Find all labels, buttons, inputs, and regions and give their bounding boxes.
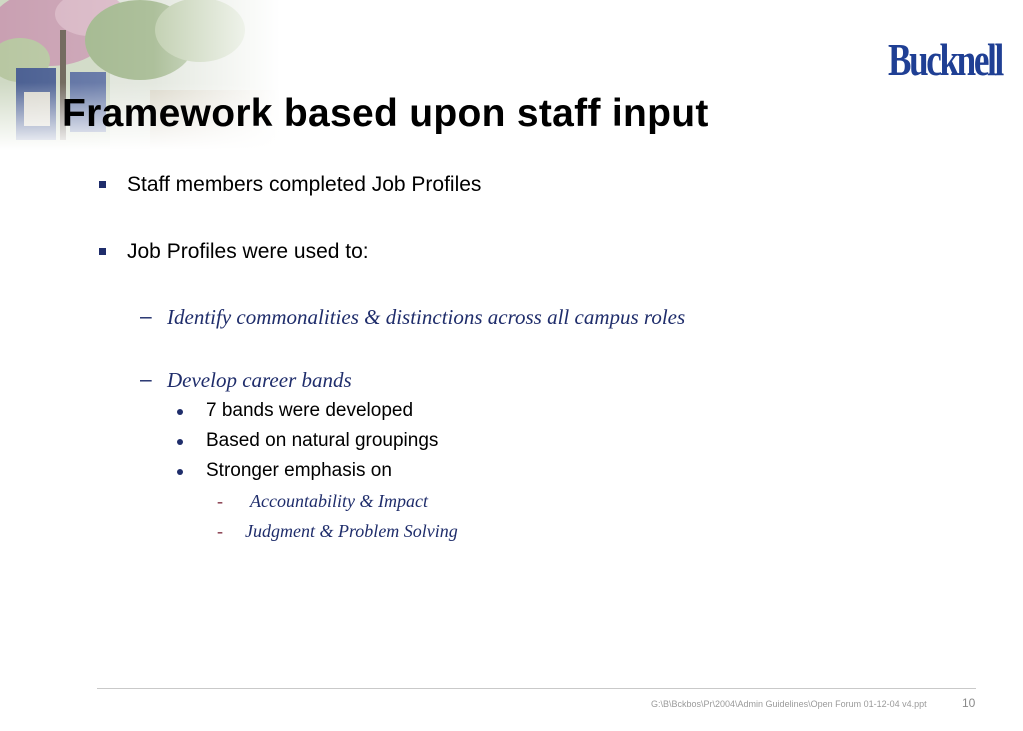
sub-sub-bullet-text: Based on natural groupings <box>206 430 439 451</box>
sub-bullet-text: Develop career bands <box>167 368 352 392</box>
round-bullet-icon <box>177 409 183 415</box>
bucknell-logo: Bucknell <box>888 35 1002 85</box>
hyphen-bullet-icon: - <box>217 491 223 511</box>
dash-bullet-icon: – <box>140 305 152 328</box>
footer-file-path: G:\B\Bckbos\Pr\2004\Admin Guidelines\Open Forum 01-12-04 v4.ppt <box>651 699 927 709</box>
slide-title: Framework based upon staff input <box>62 92 709 135</box>
emphasis-text: Judgment & Problem Solving <box>245 521 458 541</box>
sub-bullet-text: Identify commonalities & distinctions across all campus roles <box>167 305 686 329</box>
sub-sub-bullet-text: 7 bands were developed <box>206 400 414 421</box>
square-bullet-icon <box>99 248 106 255</box>
sub-sub-bullet-text: Stronger emphasis on <box>206 460 392 481</box>
page-number: 10 <box>962 696 976 710</box>
round-bullet-icon <box>177 439 183 445</box>
bullet-text: Staff members completed Job Profiles <box>127 173 482 196</box>
hyphen-bullet-icon: - <box>217 521 223 541</box>
square-bullet-icon <box>99 181 106 188</box>
footer-divider <box>97 688 976 689</box>
round-bullet-icon <box>177 469 183 475</box>
bullet-text: Job Profiles were used to: <box>127 240 369 263</box>
dash-bullet-icon: – <box>140 368 152 391</box>
emphasis-text: Accountability & Impact <box>250 491 428 511</box>
